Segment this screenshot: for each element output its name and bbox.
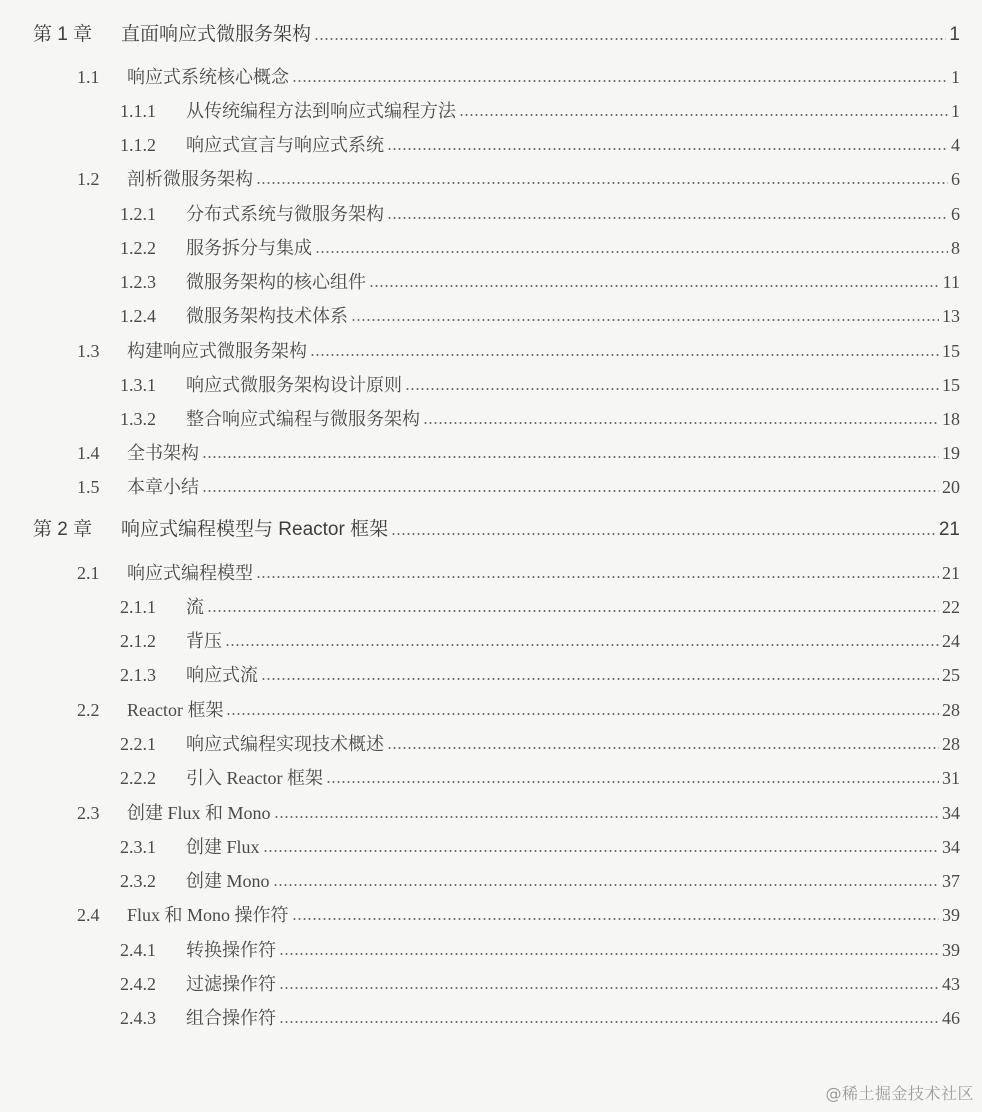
toc-entry-number: 2.2.2 [120,768,156,788]
dot-leader [207,609,939,613]
toc-entry-subsection[interactable] [0,658,960,686]
toc-entry-title: 响应式编程实现技术概述 [186,734,384,754]
dot-leader [314,37,946,41]
toc-entry-page-number: 31 [942,768,960,788]
dot-leader [315,250,948,254]
toc-entry-page-number: 24 [942,631,960,651]
dot-leader [226,712,939,716]
toc-entry-title: 创建 Flux 和 Mono [127,803,271,823]
toc-entry-title: 创建 Mono [186,871,270,891]
toc-entry-subsection[interactable] [0,128,960,156]
toc-entry-number: 1.1.2 [120,135,156,155]
toc-entry-section[interactable] [0,898,960,926]
toc-entry-number: 2.1.2 [120,631,156,651]
toc-entry-title: 构建响应式微服务架构 [127,341,307,361]
toc-entry-page-number: 39 [942,905,960,925]
toc-entry-title: 创建 Flux [186,837,260,857]
toc-entry-number: 1.2.2 [120,238,156,258]
dot-leader [256,575,939,579]
toc-entry-number: 2.3.1 [120,837,156,857]
toc-entry-subsection[interactable] [0,830,960,858]
toc-entry-section[interactable] [0,556,960,584]
toc-entry-number: 1.4 [77,443,100,463]
toc-entry-title: 微服务架构的核心组件 [186,272,366,292]
toc-entry-page-number: 13 [942,306,960,326]
toc-entry-page-number: 18 [942,409,960,429]
watermark: @稀土掘金技术社区 [825,1084,974,1103]
toc-entry-number: 2.4 [77,905,100,925]
toc-entry-subsection[interactable] [0,231,960,259]
toc-entry-number: 1.2.4 [120,306,156,326]
toc-entry-page-number: 8 [951,238,960,258]
toc-entry-number: 1.1.1 [120,101,156,121]
toc-entry-number: 2.4.3 [120,1008,156,1028]
toc-entry-section[interactable] [0,470,960,498]
toc-entry-page-number: 21 [938,519,960,540]
toc-entry-page-number: 37 [942,871,960,891]
toc-entry-page-number: 6 [951,169,960,189]
toc-entry-title: 直面响应式微服务架构 [121,24,312,45]
toc-entry-section[interactable] [0,693,960,721]
toc-entry-number: 2.1.3 [120,665,156,685]
toc-entry-page-number: 46 [942,1008,960,1028]
toc-entry-subsection[interactable] [0,402,960,430]
toc-entry-title: 转换操作符 [186,940,276,960]
toc-entry-title: 响应式流 [186,665,258,685]
toc-entry-title: 全书架构 [127,443,199,463]
toc-entry-subsection[interactable] [0,197,960,225]
toc-entry-page-number: 25 [942,665,960,685]
toc-entry-page-number: 1 [949,24,960,45]
toc-entry-number: 2.4.1 [120,940,156,960]
toc-entry-page-number: 1 [951,101,960,121]
toc-entry-title: 响应式微服务架构设计原则 [186,375,402,395]
toc-entry-title: 服务拆分与集成 [186,238,312,258]
toc-entry-number: 1.5 [77,477,100,497]
dot-leader [202,455,939,459]
toc-entry-number: 1.3.1 [120,375,156,395]
toc-entry-number: 1.3 [77,341,100,361]
toc-entry-section[interactable] [0,436,960,464]
toc-entry-subsection[interactable] [0,265,960,293]
dot-leader [274,815,939,819]
dot-leader [279,986,939,990]
dot-leader [310,353,939,357]
toc-entry-page-number: 39 [942,940,960,960]
toc-entry-number: 1.2 [77,169,100,189]
dot-leader [279,1020,939,1024]
dot-leader [292,79,948,83]
dot-leader [279,952,939,956]
dot-leader [261,677,939,681]
toc-entry-page-number: 43 [942,974,960,994]
toc-entry-title: Flux 和 Mono 操作符 [127,905,289,925]
toc-entry-title: 响应式系统核心概念 [127,67,289,87]
toc-entry-title: 背压 [186,631,222,651]
toc-entry-title: 响应式编程模型 [127,563,253,583]
toc-entry-title: 分布式系统与微服务架构 [186,204,384,224]
toc-entry-page-number: 20 [942,477,960,497]
dot-leader [292,917,939,921]
toc-entry-page-number: 34 [942,803,960,823]
toc-entry-number: 第 2 章 [33,519,93,540]
toc-entry-page-number: 28 [942,700,960,720]
toc-entry-page-number: 22 [942,597,960,617]
dot-leader [369,284,940,288]
toc-entry-title: 从传统编程方法到响应式编程方法 [186,101,456,121]
toc-entry-title: Reactor 框架 [127,700,224,720]
toc-entry-section[interactable] [0,162,960,190]
toc-entry-title: 过滤操作符 [186,974,276,994]
dot-leader [351,318,939,322]
toc-entry-page-number: 11 [942,272,960,292]
toc-entry-page-number: 15 [942,375,960,395]
toc-entry-number: 2.2 [77,700,100,720]
toc-entry-section[interactable] [0,334,960,362]
toc-entry-title: 整合响应式编程与微服务架构 [186,409,420,429]
toc-entry-number: 2.1.1 [120,597,156,617]
toc-entry-chapter[interactable] [0,18,960,46]
toc-entry-subsection[interactable] [0,1001,960,1029]
dot-leader [405,387,939,391]
dot-leader [387,147,948,151]
toc-entry-number: 1.2.3 [120,272,156,292]
toc-entry-number: 2.3.2 [120,871,156,891]
toc-entry-subsection[interactable] [0,933,960,961]
toc-entry-page-number: 21 [942,563,960,583]
toc-entry-title: 微服务架构技术体系 [186,306,348,326]
toc-entry-subsection[interactable] [0,368,960,396]
dot-leader [263,849,939,853]
toc-entry-title: 响应式编程模型与 Reactor 框架 [121,519,389,540]
dot-leader [256,181,948,185]
toc-entry-subsection[interactable] [0,864,960,892]
dot-leader [225,643,939,647]
toc-entry-subsection[interactable] [0,967,960,995]
toc-entry-title: 响应式宣言与响应式系统 [186,135,384,155]
toc-entry-subsection[interactable] [0,624,960,652]
toc-entry-title: 组合操作符 [186,1008,276,1028]
toc-entry-subsection[interactable] [0,299,960,327]
toc-entry-subsection[interactable] [0,727,960,755]
toc-entry-section[interactable] [0,796,960,824]
toc-entry-number: 1.1 [77,67,100,87]
toc-entry-number: 1.2.1 [120,204,156,224]
toc-entry-subsection[interactable] [0,94,960,122]
toc-entry-page-number: 19 [942,443,960,463]
dot-leader [391,532,936,536]
toc-entry-subsection[interactable] [0,761,960,789]
toc-entry-title: 剖析微服务架构 [127,169,253,189]
dot-leader [387,746,939,750]
toc-entry-number: 第 1 章 [33,24,93,45]
dot-leader [202,489,939,493]
toc-entry-page-number: 1 [951,67,960,87]
toc-entry-chapter[interactable] [0,513,960,541]
toc-entry-number: 2.1 [77,563,100,583]
dot-leader [387,216,948,220]
toc-entry-number: 1.3.2 [120,409,156,429]
dot-leader [423,421,939,425]
toc-entry-number: 2.2.1 [120,734,156,754]
toc-entry-section[interactable] [0,60,960,88]
toc-entry-title: 流 [186,597,204,617]
toc-entry-title: 引入 Reactor 框架 [186,768,323,788]
toc-entry-page-number: 28 [942,734,960,754]
toc-entry-page-number: 4 [951,135,960,155]
toc-entry-subsection[interactable] [0,590,960,618]
dot-leader [459,113,948,117]
dot-leader [273,883,939,887]
toc-entry-page-number: 34 [942,837,960,857]
toc-entry-title: 本章小结 [127,477,199,497]
dot-leader [326,780,939,784]
toc-entry-number: 2.4.2 [120,974,156,994]
toc-entry-number: 2.3 [77,803,100,823]
toc-entry-page-number: 15 [942,341,960,361]
toc-entry-page-number: 6 [951,204,960,224]
